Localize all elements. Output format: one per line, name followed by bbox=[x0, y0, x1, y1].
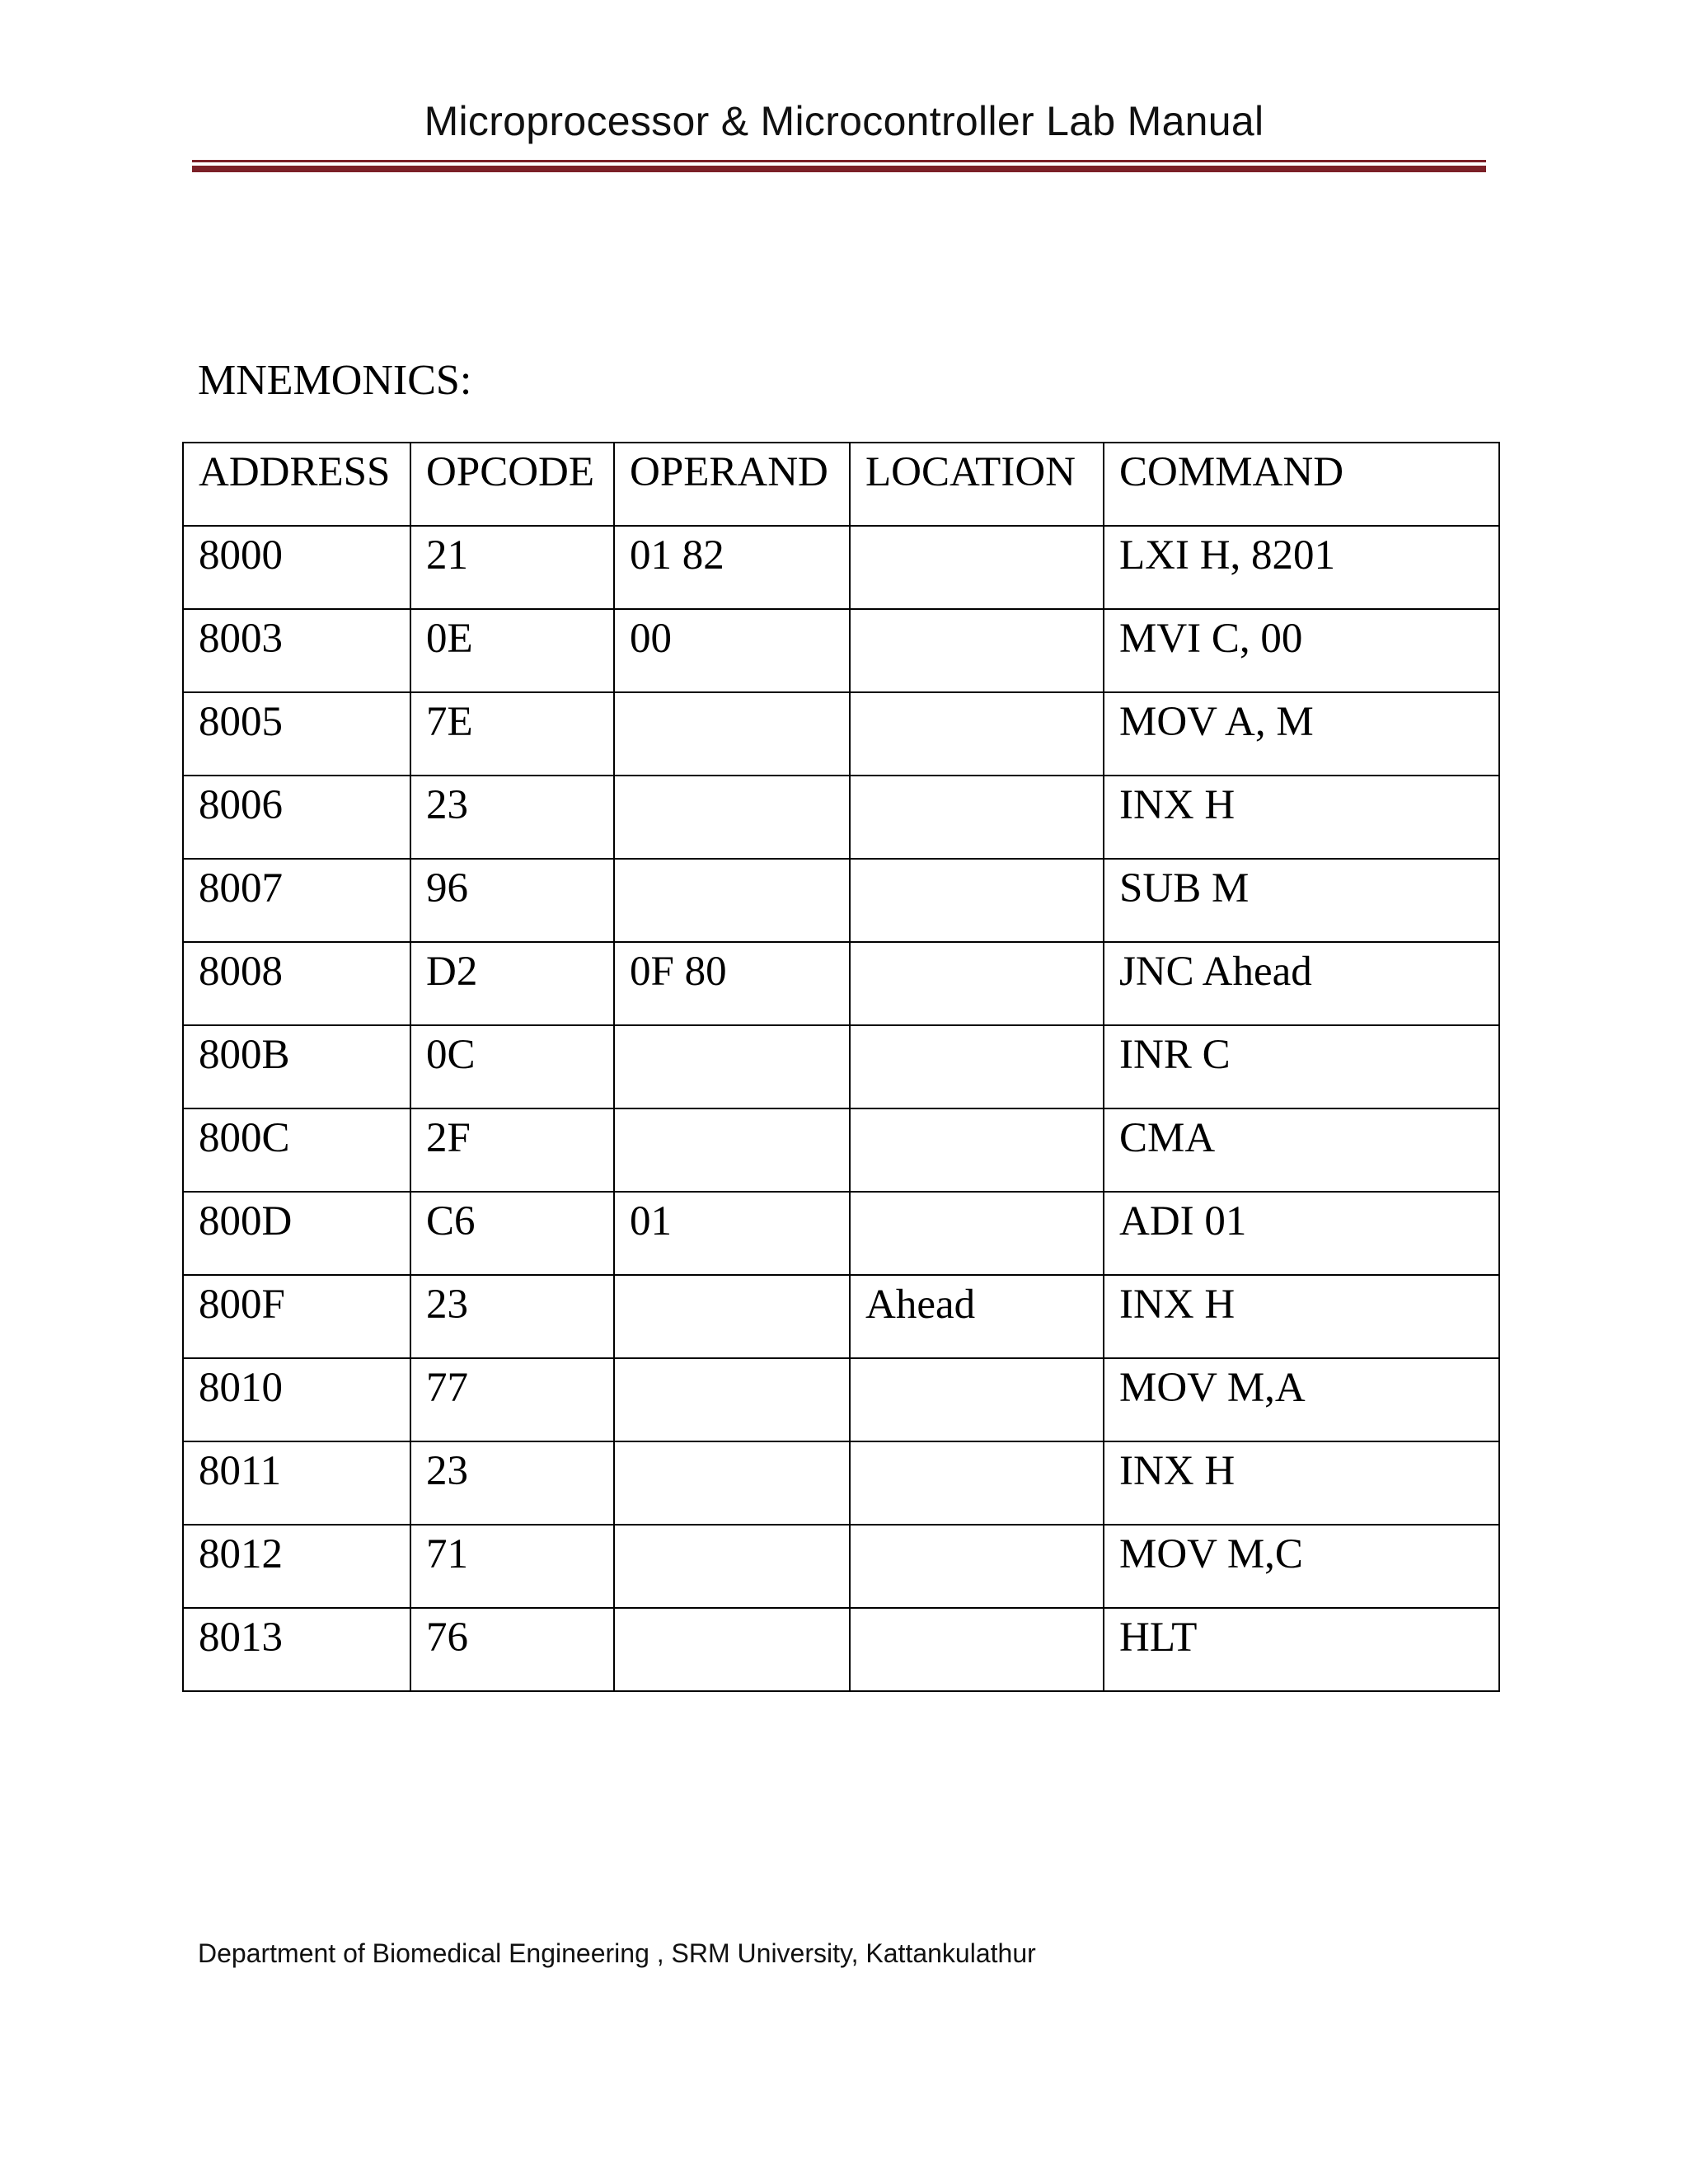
opcode-cell: 0C bbox=[410, 1025, 614, 1108]
table-row bbox=[183, 692, 1499, 776]
operand-cell bbox=[614, 1441, 850, 1525]
opcode-cell: 23 bbox=[410, 1441, 614, 1525]
command-cell: INR C bbox=[1104, 1025, 1499, 1108]
table-row bbox=[183, 609, 1499, 692]
address-cell: 8007 bbox=[183, 859, 410, 942]
mnemonics-table bbox=[182, 442, 1500, 1692]
address-cell: 8003 bbox=[183, 609, 410, 692]
address-cell: 8005 bbox=[183, 692, 410, 776]
address-cell: 800D bbox=[183, 1192, 410, 1275]
opcode-cell: 23 bbox=[410, 776, 614, 859]
opcode-cell: 2F bbox=[410, 1108, 614, 1192]
location-cell bbox=[850, 942, 1104, 1025]
location-cell bbox=[850, 859, 1104, 942]
table-header-row bbox=[183, 443, 1499, 526]
location-cell bbox=[850, 776, 1104, 859]
table-row bbox=[183, 776, 1499, 859]
address-cell: 8006 bbox=[183, 776, 410, 859]
command-cell: INX H bbox=[1104, 776, 1499, 859]
location-cell: Ahead bbox=[850, 1275, 1104, 1358]
table-body bbox=[183, 526, 1499, 1691]
opcode-cell: 0E bbox=[410, 609, 614, 692]
command-cell: LXI H, 8201 bbox=[1104, 526, 1499, 609]
opcode-cell: 21 bbox=[410, 526, 614, 609]
opcode-cell: D2 bbox=[410, 942, 614, 1025]
command-cell: INX H bbox=[1104, 1275, 1499, 1358]
opcode-cell: 71 bbox=[410, 1525, 614, 1608]
column-header-location: LOCATION bbox=[850, 443, 1104, 526]
address-cell: 8008 bbox=[183, 942, 410, 1025]
operand-cell bbox=[614, 1275, 850, 1358]
table-row bbox=[183, 859, 1499, 942]
address-cell: 8010 bbox=[183, 1358, 410, 1441]
location-cell bbox=[850, 1025, 1104, 1108]
operand-cell bbox=[614, 859, 850, 942]
page-footer: Department of Biomedical Engineering , SRM University, Kattankulathur bbox=[198, 1938, 1036, 1968]
location-cell bbox=[850, 1441, 1104, 1525]
table-row bbox=[183, 1108, 1499, 1192]
opcode-cell: 76 bbox=[410, 1608, 614, 1691]
operand-cell bbox=[614, 1525, 850, 1608]
address-cell: 8012 bbox=[183, 1525, 410, 1608]
operand-cell bbox=[614, 692, 850, 776]
opcode-cell: 23 bbox=[410, 1275, 614, 1358]
location-cell bbox=[850, 1608, 1104, 1691]
operand-cell: 01 82 bbox=[614, 526, 850, 609]
column-header-command: COMMAND bbox=[1104, 443, 1499, 526]
opcode-cell: 77 bbox=[410, 1358, 614, 1441]
table-row bbox=[183, 526, 1499, 609]
opcode-cell: C6 bbox=[410, 1192, 614, 1275]
header-rule-thin bbox=[192, 160, 1486, 162]
operand-cell bbox=[614, 1108, 850, 1192]
table-row bbox=[183, 1525, 1499, 1608]
operand-cell bbox=[614, 1025, 850, 1108]
opcode-cell: 7E bbox=[410, 692, 614, 776]
table-row bbox=[183, 1441, 1499, 1525]
section-title: MNEMONICS: bbox=[198, 357, 472, 404]
address-cell: 8000 bbox=[183, 526, 410, 609]
table-row bbox=[183, 1358, 1499, 1441]
command-cell: CMA bbox=[1104, 1108, 1499, 1192]
page-header-title: Microprocessor & Microcontroller Lab Manual bbox=[424, 98, 1264, 144]
opcode-cell: 96 bbox=[410, 859, 614, 942]
column-header-address: ADDRESS bbox=[183, 443, 410, 526]
location-cell bbox=[850, 526, 1104, 609]
command-cell: MOV M,A bbox=[1104, 1358, 1499, 1441]
header-rule-thick bbox=[192, 166, 1486, 172]
table-row bbox=[183, 1025, 1499, 1108]
command-cell: MOV M,C bbox=[1104, 1525, 1499, 1608]
location-cell bbox=[850, 692, 1104, 776]
location-cell bbox=[850, 1525, 1104, 1608]
operand-cell: 01 bbox=[614, 1192, 850, 1275]
column-header-operand: OPERAND bbox=[614, 443, 850, 526]
operand-cell: 00 bbox=[614, 609, 850, 692]
table-row bbox=[183, 1192, 1499, 1275]
location-cell bbox=[850, 1192, 1104, 1275]
address-cell: 8013 bbox=[183, 1608, 410, 1691]
address-cell: 800C bbox=[183, 1108, 410, 1192]
address-cell: 800B bbox=[183, 1025, 410, 1108]
table-row bbox=[183, 942, 1499, 1025]
command-cell: ADI 01 bbox=[1104, 1192, 1499, 1275]
command-cell: MOV A, M bbox=[1104, 692, 1499, 776]
location-cell bbox=[850, 609, 1104, 692]
command-cell: MVI C, 00 bbox=[1104, 609, 1499, 692]
command-cell: JNC Ahead bbox=[1104, 942, 1499, 1025]
operand-cell bbox=[614, 1608, 850, 1691]
column-header-opcode: OPCODE bbox=[410, 443, 614, 526]
address-cell: 8011 bbox=[183, 1441, 410, 1525]
command-cell: HLT bbox=[1104, 1608, 1499, 1691]
table-row bbox=[183, 1608, 1499, 1691]
command-cell: SUB M bbox=[1104, 859, 1499, 942]
table-row bbox=[183, 1275, 1499, 1358]
location-cell bbox=[850, 1358, 1104, 1441]
operand-cell bbox=[614, 1358, 850, 1441]
command-cell: INX H bbox=[1104, 1441, 1499, 1525]
operand-cell: 0F 80 bbox=[614, 942, 850, 1025]
address-cell: 800F bbox=[183, 1275, 410, 1358]
operand-cell bbox=[614, 776, 850, 859]
location-cell bbox=[850, 1108, 1104, 1192]
